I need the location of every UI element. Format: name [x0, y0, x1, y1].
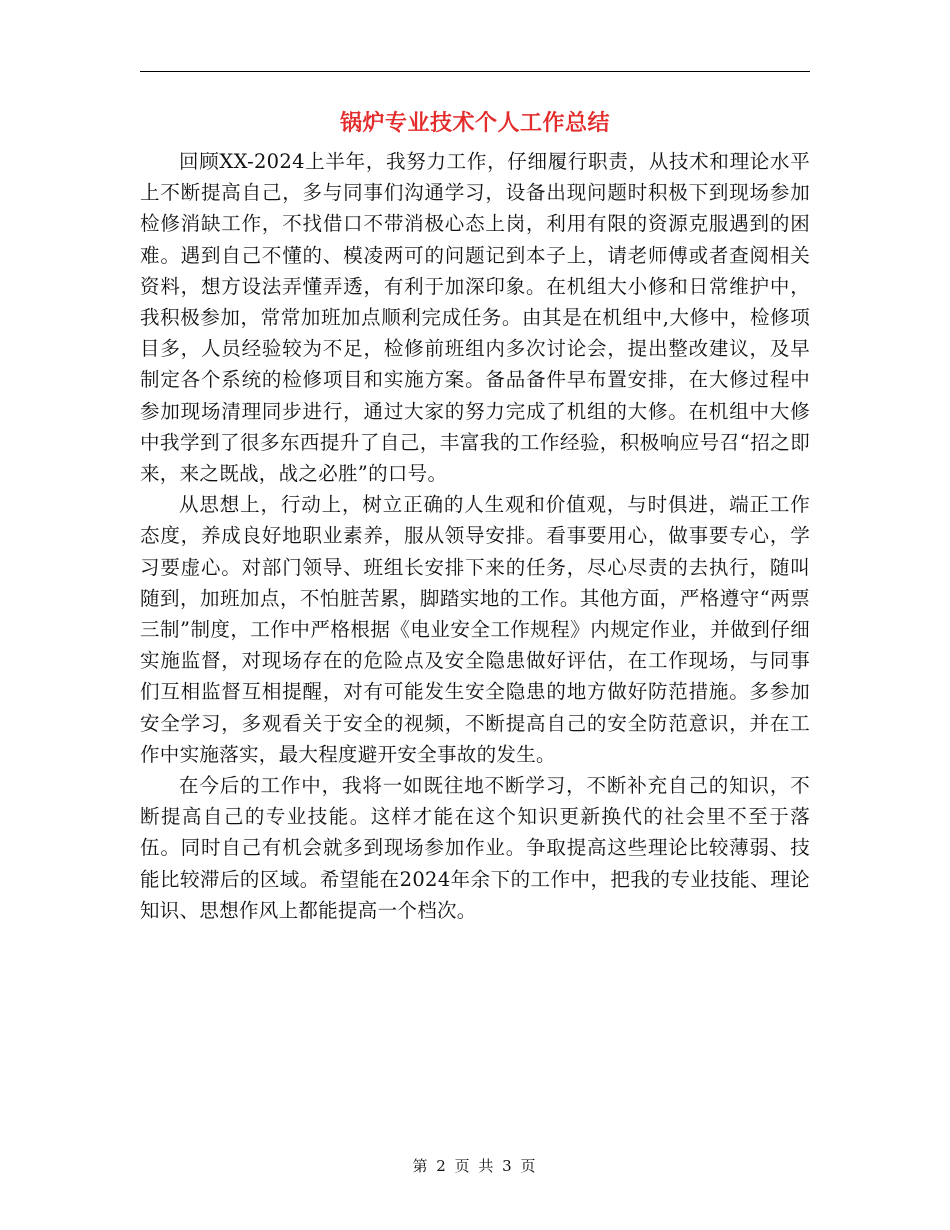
paragraph-2: 从思想上，行动上，树立正确的人生观和价值观，与时俱进，端正工作态度，养成良好地职业素养，服从领导安排。看事要用心，做事要专心，学习要虚心。对部门领导、班组长安排下来的任务，尽心尽责的去执行，随叫随到，加班加点，不怕脏苦累，脚踏实地的工作。其他方面，严格遵守“两票三制”制度，工作中严格根据《电业安全工作规程》内规定作业，并做到仔细实施监督，对现场存在的危险点及安全隐患做好评估，在工作现场，与同事们互相监督互相提醒，对有可能发生安全隐患的地方做好防范措施。多参加安全学习，多观看关于安全的视频，不断提高自己的安全防范意识，并在工作中实施落实，最大程度避开安全事故的发生。 — [140, 493, 810, 766]
header-rule — [140, 71, 810, 72]
paragraph-1: 回顾XX-2024上半年，我努力工作，仔细履行职责，从技术和理论水平上不断提高自己，多与同事们沟通学习，设备出现问题时积极下到现场参加检修消缺工作，不找借口不带消极心态上岗，利用有限的资源克服遇到的困难。遇到自己不懂的、模凌两可的问题记到本子上，请老师傅或者查阅相关资料，想方设法弄懂弄透，有利于加深印象。在机组大小修和日常维护中，我积极参加，常常加班加点顺利完成任务。由其是在机组中,大修中，检修项目多，人员经验较为不足，检修前班组内多次讨论会，提出整改建议，及早制定各个系统的检修项目和实施方案。备品备件早布置安排，在大修过程中参加现场清理同步进行，通过大家的努力完成了机组的大修。在机组中大修中我学到了很多东西提升了自己，丰富我的工作经验，积极响应号召“招之即来，来之既战，战之必胜”的口号。 — [140, 150, 811, 486]
document-body — [140, 146, 810, 926]
document-title: 锅炉专业技术个人工作总结 — [339, 111, 610, 136]
paragraph-3: 在今后的工作中，我将一如既往地不断学习，不断补充自己的知识，不断提高自己的专业技能。这样才能在这个知识更新换代的社会里不至于落伍。同时自己有机会就多到现场参加作业。争取提高这些理论比较薄弱、技能比较滞后的区域。希望能在2024年余下的工作中，把我的专业技能、理论知识、思想作风上都能提高一个档次。 — [140, 774, 810, 922]
page-number-footer: 第 2 页 共 3 页 — [412, 1157, 538, 1175]
